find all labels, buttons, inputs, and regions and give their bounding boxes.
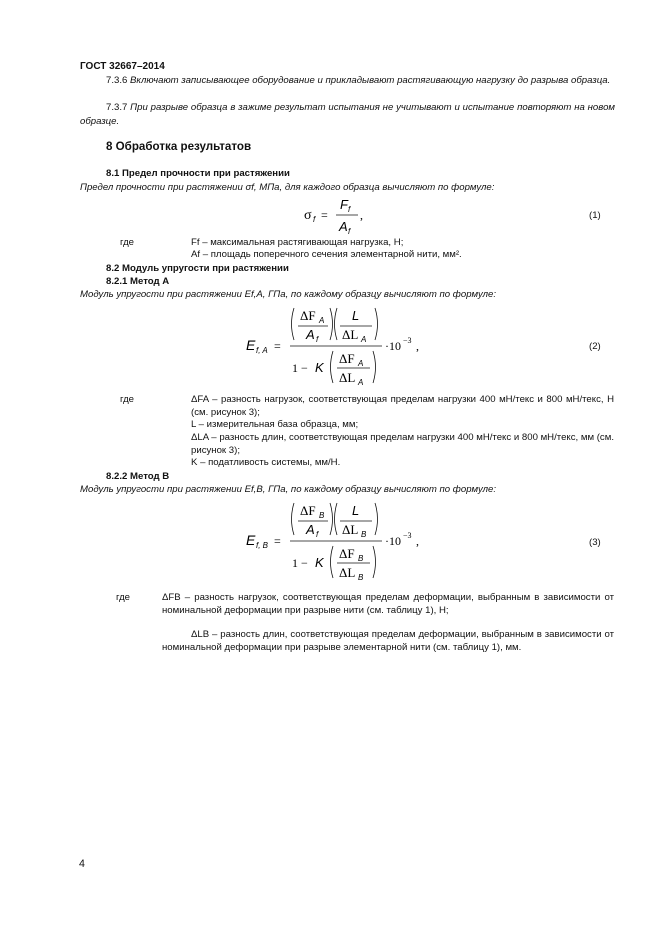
document-code: ГОСТ 32667–2014 <box>80 61 165 72</box>
svg-text:·10: ·10 <box>385 339 401 353</box>
definition-Ff: Ff – максимальная растягивающая нагрузка, Н; <box>191 237 404 248</box>
section-8-2-1-heading: 8.2.1 Метод А <box>106 276 170 287</box>
svg-text:ΔF: ΔF <box>339 546 355 561</box>
where-label: где <box>116 592 131 603</box>
svg-text:=: = <box>274 339 281 353</box>
page-number: 4 <box>79 858 85 870</box>
svg-text:A: A <box>339 219 348 234</box>
svg-text:L: L <box>352 308 360 323</box>
svg-text:=: = <box>321 208 328 222</box>
section-8-heading: 8 Обработка результатов <box>106 140 252 153</box>
svg-text:L: L <box>352 503 360 518</box>
section-8-2-1-intro: Модуль упругости при растяжении Ef,A, ГПа, по каждому образцу вычисляют по формуле: <box>80 289 497 300</box>
equation-number-3: (3) <box>589 537 601 548</box>
svg-text:A: A <box>361 335 367 344</box>
svg-text:ΔF: ΔF <box>300 503 316 518</box>
svg-text:,: , <box>360 208 363 222</box>
svg-text:A: A <box>319 316 325 325</box>
section-8-1-heading: 8.1 Предел прочности при растяжении <box>106 168 290 179</box>
paragraph-text: При разрыве образца в зажиме результат испытания не учитывают и испытание повторяют на новом образце. <box>80 102 615 127</box>
svg-text:f: f <box>313 215 316 224</box>
equation-number-2: (2) <box>589 341 601 352</box>
svg-text:1 −: 1 − <box>292 361 308 375</box>
svg-text:F: F <box>340 197 348 212</box>
svg-text:1 −: 1 − <box>292 556 308 570</box>
definition-L: L – измерительная база образца, мм; <box>191 419 359 430</box>
where-label: где <box>120 237 135 248</box>
svg-text:σ: σ <box>304 208 312 223</box>
svg-text:·10: ·10 <box>385 534 401 548</box>
formula-2 <box>240 300 440 395</box>
svg-text:f: f <box>316 530 319 539</box>
svg-text:A: A <box>358 378 364 387</box>
where-label: где <box>120 394 135 405</box>
svg-text:f: f <box>348 205 351 214</box>
svg-text:E: E <box>246 532 256 548</box>
svg-text:A: A <box>358 359 364 368</box>
equation-number-1: (1) <box>589 210 601 221</box>
svg-text:−3: −3 <box>403 531 412 540</box>
paragraph-7-3-7 <box>80 101 615 128</box>
formula-1 <box>290 195 380 237</box>
svg-text:B: B <box>358 554 364 563</box>
svg-text:B: B <box>319 511 325 520</box>
svg-text:K: K <box>315 555 324 570</box>
svg-text:A: A <box>306 522 315 537</box>
definition-Af: Af – площадь поперечного сечения элементарной нити, мм². <box>191 249 462 260</box>
svg-text:−3: −3 <box>403 336 412 345</box>
definition-dFB: ΔFB – разность нагрузок, соответствующая пределам деформации, выбранным в зависимости от номинальной деформации при разрыве нити (см. таблицу 1), Н; <box>162 592 614 616</box>
svg-text:ΔF: ΔF <box>300 308 316 323</box>
svg-text:K: K <box>315 360 324 375</box>
svg-text:ΔL: ΔL <box>339 370 356 385</box>
svg-text:f: f <box>316 335 319 344</box>
svg-text:B: B <box>361 530 367 539</box>
svg-text:,: , <box>416 534 419 548</box>
svg-text:E: E <box>246 337 256 353</box>
svg-text:B: B <box>358 573 364 582</box>
paragraph-7-3-6 <box>80 74 615 88</box>
svg-text:ΔL: ΔL <box>342 522 359 537</box>
definition-dFA: ΔFA – разность нагрузок, соответствующая пределам нагрузки 400 мН/текс и 800 мН/текс, Н (см. рисунок 3); <box>191 394 614 418</box>
section-8-2-heading: 8.2 Модуль упругости при растяжении <box>106 263 289 274</box>
svg-text:A: A <box>306 327 315 342</box>
section-8-2-2-intro: Модуль упругости при растяжении Ef,B, ГПа, по каждому образцу вычисляют по формуле: <box>80 484 497 495</box>
svg-text:f, A: f, A <box>256 346 268 355</box>
definition-dLB: ΔLB – разность длин, соответствующая пределам деформации, выбранным в зависимости от номинальной деформации при разрыве элементарной нити (см. таблицу 1), мм. <box>162 629 614 653</box>
svg-text:,: , <box>416 339 419 353</box>
paragraph-text: Включают записывающее оборудование и прикладывают растягивающую нагрузку до разрыва образца. <box>130 75 611 86</box>
svg-text:=: = <box>274 534 281 548</box>
svg-text:ΔL: ΔL <box>342 327 359 342</box>
section-8-1-intro: Предел прочности при растяжении σf, МПа, для каждого образца вычисляют по формуле: <box>80 182 495 193</box>
svg-text:ΔL: ΔL <box>339 565 356 580</box>
paragraph-number: 7.3.6 <box>106 75 131 86</box>
svg-text:ΔF: ΔF <box>339 351 355 366</box>
paragraph-number: 7.3.7 <box>106 102 131 113</box>
formula-3 <box>240 495 440 590</box>
section-8-2-2-heading: 8.2.2 Метод В <box>106 471 170 482</box>
svg-text:f, B: f, B <box>256 541 269 550</box>
definition-K: K – податливость системы, мм/Н. <box>191 457 341 468</box>
svg-text:f: f <box>348 227 351 236</box>
definition-dLA: ΔLA – разность длин, соответствующая пределам нагрузки 400 мН/текс и 800 мН/текс, мм (см. рисунок 3); <box>191 432 614 456</box>
